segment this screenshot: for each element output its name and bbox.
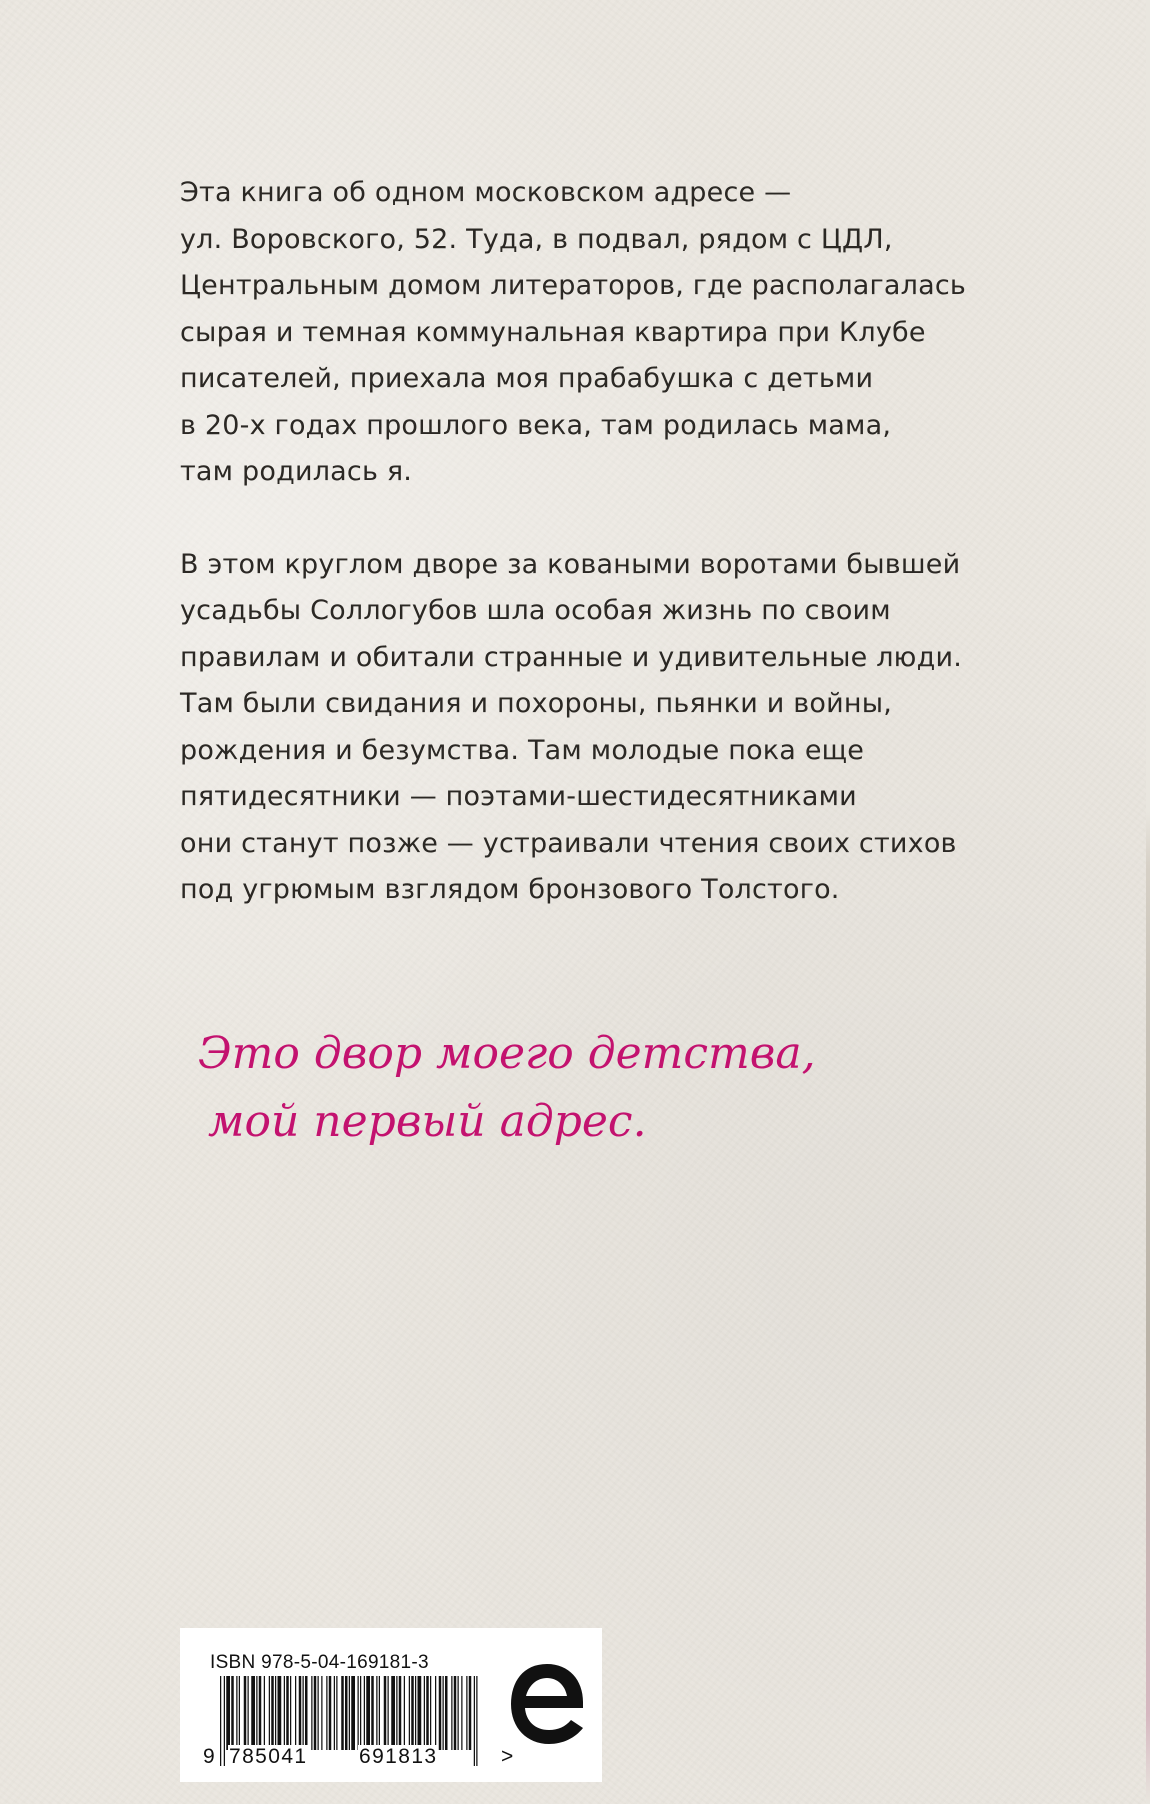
barcode-bar [391, 1676, 395, 1750]
barcode-bar [371, 1676, 374, 1750]
blurb-line: писателей, приехала моя прабабушка с детьми [180, 363, 874, 394]
barcode-bar [376, 1676, 377, 1750]
barcode-bar [264, 1676, 265, 1750]
isbn-barcode-panel [180, 1628, 602, 1782]
pull-quote-line: мой первый адрес. [208, 1096, 647, 1147]
barcode-bar [334, 1676, 335, 1750]
barcode-bar [286, 1676, 289, 1750]
blurb-line: там родилась я. [180, 456, 413, 487]
barcode-bar [314, 1676, 317, 1750]
barcode-bar [326, 1676, 327, 1750]
barcode-quiet-zone-mark: > [501, 1745, 514, 1768]
barcode-bar [256, 1676, 257, 1750]
barcode-bar [409, 1676, 410, 1750]
barcode-bar [269, 1676, 270, 1750]
barcode-bar [311, 1676, 312, 1750]
barcode-bar [284, 1676, 285, 1750]
barcode-bar [251, 1676, 255, 1750]
barcode-bar [271, 1676, 274, 1750]
barcode-bar [303, 1676, 304, 1750]
blurb-line: пятидесятники — поэтами-шестидесятниками [180, 781, 857, 812]
barcode-bar [345, 1676, 348, 1750]
barcode-bar [443, 1676, 444, 1750]
barcode-bar [351, 1676, 355, 1750]
blurb-paragraph-2 [180, 542, 962, 914]
barcode-digits-right: 691813 [359, 1745, 438, 1768]
pull-quote-line: Это двор моего детства, [198, 1028, 816, 1079]
blurb-line: рождения и безумства. Там молодые пока еще [180, 734, 865, 766]
isbn-label: ISBN 978-5-04-169181-3 [210, 1652, 429, 1673]
barcode-bar [226, 1676, 230, 1750]
barcode-bar [454, 1676, 457, 1750]
barcode-digits-left: 785041 [229, 1745, 308, 1768]
barcode-bar [379, 1676, 380, 1750]
blurb-text [180, 170, 967, 914]
barcode-bar [404, 1676, 405, 1750]
barcode-bar [469, 1676, 472, 1750]
barcode-bar [424, 1676, 425, 1750]
spine-edge [1146, 0, 1150, 1804]
barcode-bar [360, 1676, 361, 1750]
blurb-line: в 20-х годах прошлого века, там родилась мама, [180, 409, 892, 441]
barcode-bar [399, 1676, 402, 1750]
barcode-bar [445, 1676, 448, 1750]
barcode-bar [341, 1676, 344, 1750]
barcode-bar [451, 1676, 452, 1750]
barcode-bar [430, 1676, 431, 1750]
barcode-bar [466, 1676, 467, 1750]
barcode-bar [411, 1676, 414, 1750]
barcode-bar [458, 1676, 459, 1750]
barcode-bar [364, 1676, 365, 1750]
barcode-bar [384, 1676, 387, 1750]
barcode-bar [336, 1676, 337, 1750]
barcode-bar [426, 1676, 429, 1750]
barcode-bar [388, 1676, 389, 1750]
blurb-line: Эта книга об одном московском адресе — [180, 177, 792, 208]
barcode-bar [305, 1676, 308, 1750]
barcode-bar [321, 1676, 322, 1750]
barcode-bar [461, 1676, 462, 1750]
barcode-bar [439, 1676, 442, 1750]
blurb-paragraph-1 [180, 170, 967, 496]
barcode-bar [259, 1676, 262, 1750]
blurb-line: Там были свидания и похороны, пьянки и войны, [180, 688, 893, 719]
blurb-line: они станут позже — устраивали чтения своих стихов [180, 827, 957, 859]
barcode-bar [358, 1676, 359, 1750]
barcode-bar [278, 1676, 282, 1750]
blurb-line: правилам и обитали странные и удивительные люди. [180, 641, 962, 673]
publisher-logo-icon [505, 1658, 589, 1750]
barcode-bar [239, 1676, 240, 1750]
barcode-bar [418, 1676, 422, 1750]
blurb-line: сырая и темная коммунальная квартира при Клубе [180, 316, 926, 348]
blurb-line: В этом круглом дворе за коваными воротами бывшей [180, 548, 961, 580]
barcode-bar [415, 1676, 416, 1750]
barcode-bar [396, 1676, 397, 1750]
pull-quote [198, 1020, 918, 1156]
barcode-bar [435, 1676, 436, 1750]
barcode-bar [236, 1676, 237, 1750]
barcode-bar [275, 1676, 276, 1750]
blurb-line: усадьбы Соллогубов шла особая жизнь по своим [180, 595, 891, 626]
barcode-bar [366, 1676, 370, 1750]
barcode-bar [231, 1676, 234, 1750]
barcode-bar [318, 1676, 319, 1750]
barcode-bar [349, 1676, 350, 1750]
blurb-line: ул. Воровского, 52. Туда, в подвал, рядом с ЦДЛ, [180, 223, 893, 255]
barcode-digits [200, 1745, 514, 1773]
barcode-bar [248, 1676, 249, 1750]
barcode-digit-prefix: 9 [203, 1745, 215, 1768]
barcode-bar [299, 1676, 302, 1750]
barcode-bar [329, 1676, 332, 1750]
barcode-bar [244, 1676, 247, 1750]
blurb-line: под угрюмым взглядом бронзового Толстого. [180, 874, 840, 905]
blurb-line: Центральным домом литераторов, где располагалась [180, 270, 967, 301]
